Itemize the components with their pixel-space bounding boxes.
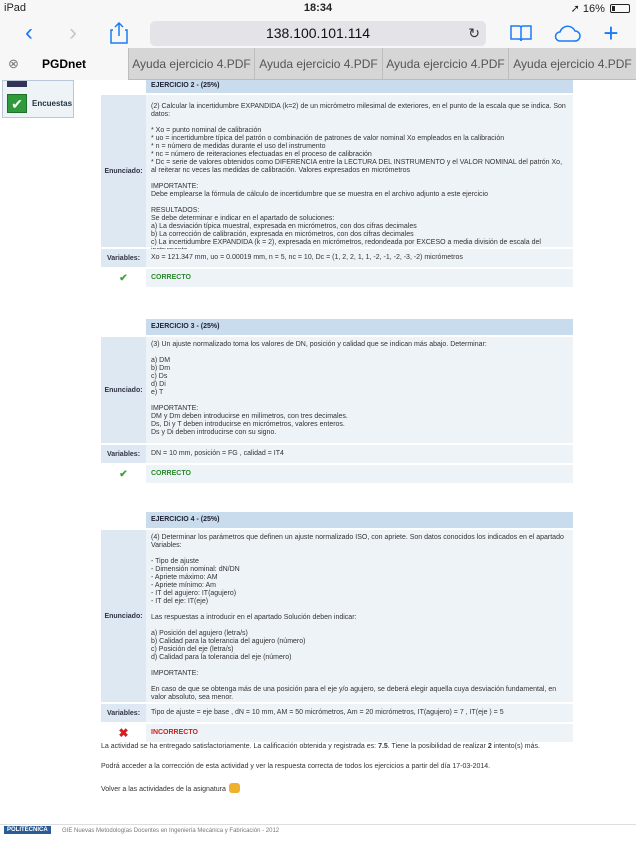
result-text: CORRECTO: [146, 465, 573, 483]
forward-icon[interactable]: ›: [69, 19, 77, 46]
statement-label: Enunciado:: [101, 337, 146, 443]
blank-cell: [101, 80, 146, 93]
variables-text: Tipo de ajuste = eje base , dN = 10 mm, AM = 50 micrómetros, Am = 20 micrómetros, IT(agujero) = 7 , IT(eje ) = 5: [146, 704, 573, 722]
statement-row: [101, 95, 573, 247]
sidebar-item-edge: [7, 81, 27, 87]
variables-row: [101, 704, 573, 722]
tab-label: Ayuda ejercicio 4.PDF: [132, 57, 251, 71]
back-link[interactable]: [101, 783, 240, 793]
tab-pdf[interactable]: [508, 48, 636, 80]
tab-pdf[interactable]: [382, 48, 508, 80]
summary-text: intento(s) más.: [491, 743, 540, 750]
clock: 18:34: [303, 2, 333, 14]
paragraph: * Xo = punto nominal de calibración * uo = incertidumbre típica del patrón o combinación de patrones de valor nominal Xo empleados en la calibración * n = número de medidas durante el uso del instrumento * nc = número de reiteraciones efectuadas en el proceso de calibración * Dc = serie de valores obtenidos como DIFERENCIA entre la LECTURA DEL INSTRUMENTO y el VALOR NOMINAL del patrón Xo, al reiterar nc veces las medidas de calibración. Valores expresados en micrómetros: [151, 127, 563, 174]
checkmark-icon: ✔: [7, 94, 27, 113]
statement-label: Enunciado:: [101, 95, 146, 247]
tab-pdf[interactable]: [254, 48, 382, 80]
tab-label: Ayuda ejercicio 4.PDF: [386, 57, 505, 71]
check-icon: ✔: [119, 468, 128, 480]
variables-text: DN = 10 mm, posición = FG , calidad = IT4: [146, 445, 573, 463]
browser-toolbar: [0, 18, 636, 48]
result-icon-cell: [101, 724, 146, 742]
spacer: [101, 483, 573, 512]
tab-pgdnet[interactable]: [0, 48, 128, 80]
paragraph: (2) Calcular la incertidumbre EXPANDIDA (k=2) de un micrómetro milesimal de exteriores, en el punto de la escala que se indica. Son datos:: [151, 103, 566, 118]
footer-credit: GIE Nuevas Metodologías Docentes en Ingeniería Mecánica y Fabricación - 2012: [62, 828, 280, 834]
hand-pointer-icon: [229, 783, 240, 793]
variables-row: [101, 249, 573, 267]
check-icon: ✔: [119, 272, 128, 284]
paragraph: (3) Un ajuste normalizado toma los valores de DN, posición y calidad que se indican más abajo. Determinar:: [151, 341, 487, 348]
reload-icon[interactable]: ↻: [468, 25, 480, 41]
summary-text: La actividad se ha entregado satisfactoriamente. La calificación obtenida y registrada es:: [101, 743, 379, 750]
tab-pdf[interactable]: [128, 48, 254, 80]
bookmarks-icon[interactable]: [508, 20, 534, 46]
exercise-list: [101, 80, 573, 742]
icloud-icon[interactable]: [552, 20, 582, 46]
paragraph: (4) Determinar los parámetros que definen un ajuste normalizado ISO, con apriete. Son datos conocidos los indicados en el apartado Variables:: [151, 534, 564, 549]
exercise-header-row: [101, 512, 573, 528]
paragraph: IMPORTANTE: Debe emplearse la fórmula de cálculo de incertidumbre que se muestra en el archivo adjunto a este ejercicio: [151, 183, 488, 198]
result-icon-cell: [101, 465, 146, 483]
statement-text: [146, 337, 573, 443]
exercise-header-row: [101, 319, 573, 335]
blank-cell: [101, 319, 146, 335]
battery-status: [571, 2, 630, 15]
new-tab-icon[interactable]: +: [603, 17, 619, 48]
paragraph: RESULTADOS: Se debe determinar e indicar en el apartado de soluciones: a) La desviación típica muestral, expresada en micrómetros, con dos cifras decimales b) La corrección de calibración, expresada en micrómetros, con dos cifras decimales c) La incertidumbre EXPANDIDA (k = 2), expresada en micrómetros, redondeada por EXCESO a media división de escala del: [151, 207, 541, 246]
status-bar: [0, 0, 636, 18]
variables-text: Xo = 121.347 mm, uo = 0.00019 mm, n = 5, nc = 10, Dc = (1, 2, 2, 1, 1, -2, -1, -2, -3, -2) micrómetros: [146, 249, 573, 267]
variables-label: Variables:: [101, 445, 146, 463]
statement-row: [101, 337, 573, 443]
result-text: INCORRECTO: [146, 724, 573, 742]
statement-label: Enunciado:: [101, 530, 146, 702]
tab-label: PGDnet: [41, 57, 86, 71]
statement-text: [146, 95, 573, 247]
politecnica-logo: POLITÉCNICA: [4, 826, 51, 834]
result-row: [101, 724, 573, 742]
result-row: [101, 269, 573, 287]
attempts-value: 2: [487, 743, 492, 750]
battery-icon: [610, 4, 630, 13]
variables-label: Variables:: [101, 704, 146, 722]
exercise-title: EJERCICIO 2 - (25%): [146, 80, 573, 93]
cross-icon: ✖: [118, 726, 129, 740]
paragraph: a) Posición del agujero (letra/s) b) Calidad para la tolerancia del agujero (número) c) Posición del eje (letra/s) d) Calidad para la tolerancia del eje (número): [151, 630, 306, 661]
summary-text: . Tiene la posibilidad de realizar: [387, 743, 488, 750]
spacer: [101, 287, 573, 319]
device-name: iPad: [4, 2, 27, 14]
battery-percent: 16%: [582, 3, 605, 15]
paragraph: IMPORTANTE: DM y Dm deben introducirse en milímetros, con tres decimales. Ds, Di y T deben introducirse en micrómetros, valores enteros. Ds y Di deben introducirse con su signo.: [151, 405, 348, 436]
grade-value: 7.5: [378, 743, 388, 750]
exercise-title: EJERCICIO 3 - (25%): [146, 319, 573, 335]
statement-text: [146, 530, 573, 702]
paragraph: - Tipo de ajuste - Dimensión nominal: dN/DN - Apriete máximo: AM - Apriete mínimo: Am - IT del agujero: IT(agujero) - IT del eje: IT(eje): [151, 558, 240, 605]
back-icon[interactable]: ‹: [25, 19, 33, 46]
variables-label: Variables:: [101, 249, 146, 267]
sidebar-item-encuestas[interactable]: [2, 80, 74, 118]
share-icon[interactable]: [106, 20, 132, 46]
blank-cell: [101, 512, 146, 528]
address-bar[interactable]: [150, 21, 486, 46]
url-text: 138.100.101.114: [265, 25, 371, 41]
variables-row: [101, 445, 573, 463]
location-icon: ➚: [570, 3, 580, 15]
tab-label: Ayuda ejercicio 4.PDF: [259, 57, 378, 71]
paragraph: En caso de que se obtenga más de una posición para el eje y/o agujero, se deberá elegir aquella cuya desviación fundamental, en valor absoluto, sea menor.: [151, 686, 557, 701]
result-text: CORRECTO: [146, 269, 573, 287]
tab-label: Ayuda ejercicio 4.PDF: [513, 57, 632, 71]
exercise-4: [101, 512, 573, 742]
statement-row: [101, 530, 573, 702]
sidebar-item-label: Encuestas: [32, 99, 73, 108]
paragraph: Las respuestas a introducir en el apartado Solución deben indicar:: [151, 614, 357, 621]
back-link-text: Volver a las actividades de la asignatura: [101, 786, 226, 793]
submission-summary: [101, 743, 540, 750]
exercise-title: EJERCICIO 4 - (25%): [146, 512, 573, 528]
exercise-header-row: [101, 80, 573, 93]
exercise-3: [101, 319, 573, 483]
tab-bar: [0, 48, 636, 80]
result-icon-cell: [101, 269, 146, 287]
correction-date-note: Podrá acceder a la corrección de esta actividad y ver la respuesta correcta de todos los ejercicios a partir del día 17-03-2014.: [101, 763, 491, 770]
result-row: [101, 465, 573, 483]
exercise-2: [101, 80, 573, 287]
paragraph: a) DM b) Dm c) Ds d) Di e) T: [151, 357, 171, 396]
paragraph: IMPORTANTE:: [151, 670, 199, 677]
close-tab-icon[interactable]: ⊗: [8, 56, 19, 71]
